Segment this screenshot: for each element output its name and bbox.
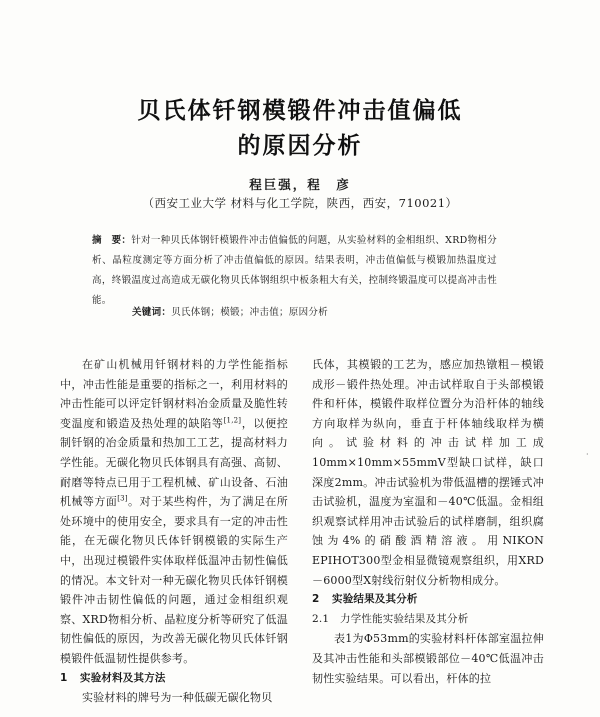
abstract-text: 针对一种贝氏体钢钎模锻件冲击值偏低的问题，从实验材料的金相组织、XRD物相分析、晶粒度测定等方面分析了冲击值偏低的原因。结果表明，冲击值偏低与模锻加热温度过高，终锻温度过高造成无碳化物贝氏体钢组织中板条粗大有关，控制终锻温度可以提高冲击性能。 (92, 235, 498, 306)
section-title: 实验结果及其分析 (332, 593, 418, 606)
keywords (132, 304, 532, 318)
subsection-heading-2-1 (312, 610, 544, 630)
methods-continued-paragraph: 氏体，其模锻的工艺为，感应加热镦粗－模锻成形－锻件热处理。冲击试样取自于头部模锻件和杆体，模锻件取样位置分为沿杆体的轴线方向取样为纵向，垂直于杆体轴线取样为横向。试验材料的冲击试样加工成10mm×10mm×55mmV型缺口试样，缺口深度2mm。冲击试验机为带低温槽的摆锤式冲击试验机，温度为室温和－40℃低温。金相组织观察试样用冲击试验后的试样磨制，组织腐蚀为4%的硝酸酒精溶液。用NIKON EPIHOT300型金相显微镜观察组织，用XRD－6000型X射线衍射仪分析物相成分。 (312, 358, 544, 587)
citation-ref: [1,2] (223, 416, 242, 425)
subsection-title: 力学性能实验结果及其分析 (340, 612, 469, 625)
margin-mark: · (586, 450, 589, 459)
section-heading-1 (60, 669, 288, 689)
abstract (92, 231, 497, 311)
subsection-number: 2.1 (312, 612, 330, 625)
section-heading-2 (312, 590, 544, 610)
intro-text-b: ，以便控制钎钢的冶金质量和热加工工艺，提高材料力学性能。无碳化物贝氏体钢具有高强、高韧、耐磨等特点已用于工程机械、矿山设备、石油机械等方面 (60, 416, 288, 509)
keywords-text: 贝氏体钢；模锻；冲击值；原因分析 (171, 307, 329, 318)
section-number: 1 (60, 671, 68, 684)
methods-paragraph: 实验材料的牌号为一种低碳无碳化物贝 (82, 691, 273, 705)
intro-paragraph (60, 355, 288, 669)
citation-ref: [3] (117, 494, 128, 503)
authors: 程巨强，程 彦 (249, 177, 351, 192)
intro-text-c: 。对于某些构件，为了满足在所处环境中的使用安全，要求具有一定的冲击性能，在无碳化物贝氏体钎钢模锻的实际生产中，出现过模锻件实体取样低温冲击韧性偏低的情况。本文针对一种无碳化物贝氏体钎钢模锻件冲击韧性偏低的问题，通过金相组织观察、XRD物相分析、晶粒度分析等研究了低温韧性偏低的原因，为改善无碳化物贝氏体钎钢模锻件低温韧性提供参考。 (60, 495, 288, 665)
paper-title-line2: 的原因分析 (237, 133, 363, 159)
section-title: 实验材料及其方法 (80, 671, 166, 684)
results-paragraph: 表1为Φ53mm的实验材料杆体部室温拉伸及其冲击性能和头部模锻部位－40℃低温冲击韧性实验结果。可以看出，杆体的拉 (312, 632, 544, 685)
body-column-left (60, 355, 288, 708)
abstract-label: 摘 要： (92, 235, 132, 246)
paper-title-line1: 贝氏体钎钢模锻件冲击值偏低 (137, 98, 463, 124)
affiliation: （西安工业大学 材料与化工学院，陕西，西安，710021） (142, 196, 458, 210)
keywords-label: 关键词： (132, 307, 172, 318)
intro-text-a: 在矿山机械用钎钢材料的力学性能指标中，冲击性能是重要的指标之一，利用材料的冲击性能可以评定钎钢材料冶金质量及脆性转变温度和锻造及热处理的缺陷等 (60, 358, 288, 430)
body-column-right (312, 355, 544, 688)
section-number: 2 (312, 593, 320, 606)
